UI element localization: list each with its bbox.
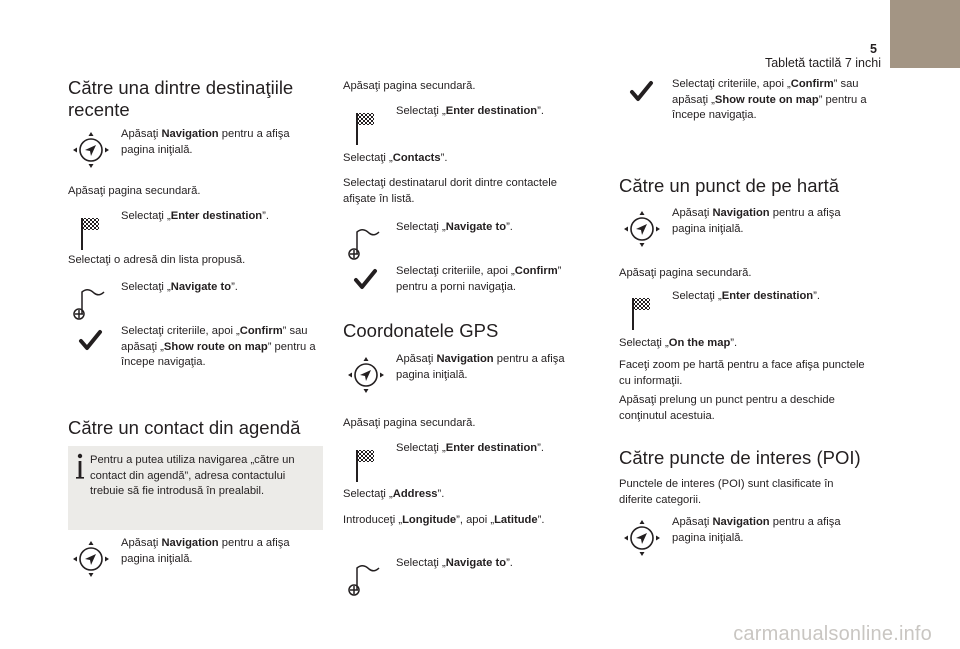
step-text: Selectaţi „Enter destination”. [672, 290, 820, 302]
checkered-flag-icon [68, 209, 114, 255]
paragraph: Selectaţi destinatarul dorit dintre contactele afişate în listă. [343, 177, 557, 205]
checkered-flag-icon [343, 104, 389, 150]
paragraph: Selectaţi „Address”. [343, 488, 445, 500]
paragraph: Apăsaţi pagina secundară. [343, 80, 476, 92]
step-text: Selectaţi „Navigate to”. [396, 221, 513, 233]
navigate-to-flag-icon [343, 556, 389, 602]
step-text: Apăsaţi Navigation pentru a afişa pagina iniţială. [121, 128, 290, 156]
confirm-check-icon [343, 258, 389, 304]
info-note [68, 446, 323, 530]
section-title-gps: Coordonatele GPS [343, 320, 499, 341]
paragraph: Introduceţi „Longitude”, apoi „Latitude”. [343, 514, 545, 526]
checkered-flag-icon [343, 441, 389, 487]
confirm-check-icon [68, 319, 114, 365]
step-text: Selectaţi „Navigate to”. [396, 557, 513, 569]
section-title-contact: Către un contact din agendă [68, 417, 301, 438]
info-note-text: Pentru a putea utiliza navigarea „către un contact din agendă”, adresa contactului trebuie să fie introdusă în prealabil. [90, 454, 295, 497]
paragraph: Apăsaţi prelung un punct pentru a deschide conţinutul acestuia. [619, 394, 835, 422]
step-text: Selectaţi „Enter destination”. [121, 210, 269, 222]
paragraph: Selectaţi „On the map”. [619, 337, 738, 349]
navigation-icon [619, 515, 665, 561]
step-text: Selectaţi „Enter destination”. [396, 105, 544, 117]
paragraph: Selectaţi „Contacts”. [343, 152, 448, 164]
checkered-flag-icon [619, 289, 665, 335]
step-text: Selectaţi „Navigate to”. [121, 281, 238, 293]
step-text: Apăsaţi Navigation pentru a afişa pagina iniţială. [121, 537, 290, 565]
page-header-title: Tabletă tactilă 7 inchi [764, 56, 881, 70]
step-text: Selectaţi criteriile, apoi „Confirm” pentru a porni navigaţia. [396, 265, 562, 293]
navigation-icon [619, 206, 665, 252]
info-icon [73, 453, 87, 481]
navigation-icon [343, 352, 389, 398]
confirm-check-icon [619, 70, 665, 116]
step-text: Selectaţi criteriile, apoi „Confirm” sau apăsaţi „Show route on map” pentru a începe navigaţia. [121, 325, 316, 368]
paragraph: Apăsaţi pagina secundară. [343, 417, 476, 429]
chapter-tab [890, 0, 960, 68]
paragraph: Selectaţi o adresă din lista propusă. [68, 254, 246, 266]
paragraph: Faceţi zoom pe hartă pentru a face afişa punctele cu informaţii. [619, 359, 865, 387]
step-text: Selectaţi criteriile, apoi „Confirm” sau apăsaţi „Show route on map” pentru a începe navigaţia. [672, 78, 867, 121]
step-text: Apăsaţi Navigation pentru a afişa pagina iniţială. [672, 207, 841, 235]
step-text: Apăsaţi Navigation pentru a afişa pagina iniţială. [396, 353, 565, 381]
section-title-poi: Către puncte de interes (POI) [619, 447, 861, 468]
section-title-map-point: Către un punct de pe hartă [619, 175, 840, 196]
paragraph: Punctele de interes (POI) sunt clasificate în diferite categorii. [619, 478, 834, 506]
paragraph: Apăsaţi pagina secundară. [619, 267, 752, 279]
section-title-recent-destinations: Către una dintre destinaţiile recente [68, 77, 294, 120]
navigation-icon [68, 536, 114, 582]
navigation-icon [68, 127, 114, 173]
page-number: 5 [870, 42, 877, 56]
paragraph: Apăsaţi pagina secundară. [68, 185, 201, 197]
step-text: Selectaţi „Enter destination”. [396, 442, 544, 454]
watermark: carmanualsonline.info [733, 623, 932, 645]
step-text: Apăsaţi Navigation pentru a afişa pagina iniţială. [672, 516, 841, 544]
